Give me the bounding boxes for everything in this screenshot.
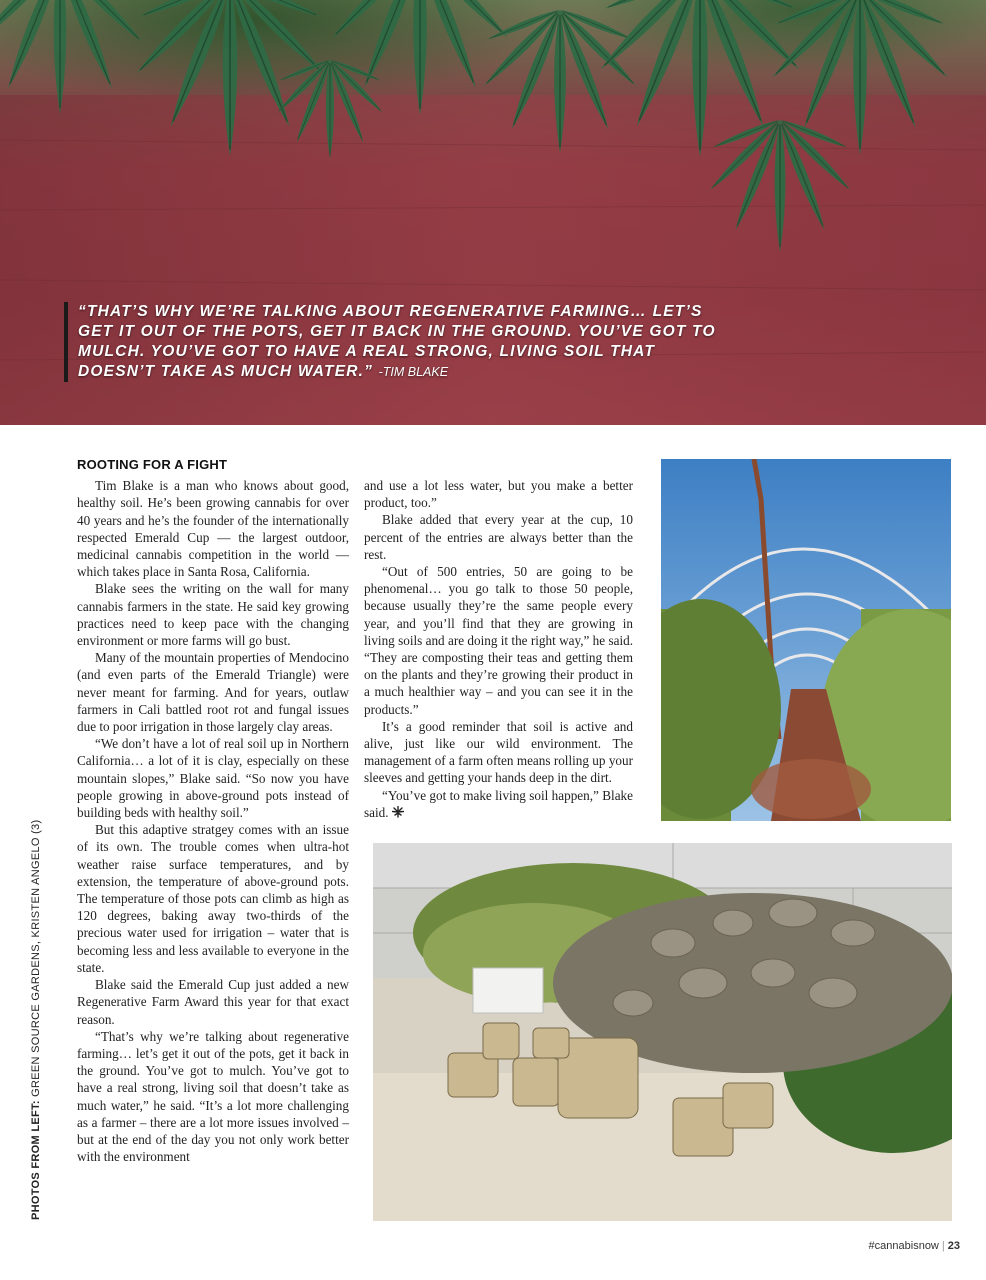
paragraph: “We don’t have a lot of real soil up in Northern California… a lot of it is clay, especially on these mountain slopes,” Blake said. “So now you have people growing in above-ground pots instead of building beds with healthy soil.” [77,736,349,821]
greenhouse-photo [661,459,951,821]
paragraph: Many of the mountain properties of Mendocino (and even parts of the Emerald Triangle) were never meant for farming. And for years, outlaw farmers in Cali battled root rot and fungal issues due to poor irrigation in those largely clay areas. [77,650,349,735]
paragraph: Blake added that every year at the cup, 10 percent of the entries are always better than the rest. [364,512,633,562]
paragraph: “That’s why we’re talking about regenerative farming… let’s get it out of the pots, get it back in the ground. You’ve got to mulch. You’ve got to have a real strong, living soil that doesn’t take as much water,” he said. “It’s a lot more challenging as a farmer – there are a lot more issues involved – but at the end of the day you not only work better with the environment [77,1028,349,1165]
pull-quote-text: “THAT’S WHY WE’RE TALKING ABOUT REGENERATIVE FARMING… LET’S GET IT OUT OF THE POTS, GET IT BACK IN THE GROUND. YOU’VE GOT TO MULCH. YOU’VE GOT TO HAVE A REAL STRONG, LIVING SOIL THAT DOESN’T TAKE AS MUCH WATER.” [78,303,716,380]
pull-quote-attribution: -TIM BLAKE [378,365,449,379]
paragraph: Tim Blake is a man who knows about good, healthy soil. He’s been growing cannabis for over 40 years and he’s the founder of the internationally respected Emerald Cup — the largest outdoor, medicinal cannabis competition in the world — which takes place in Santa Rosa, California. [77,478,349,580]
section-heading: ROOTING FOR A FIGHT [77,457,228,472]
photo-credit [30,820,42,1220]
footer-separator: | [941,1240,945,1252]
pots-illustration [373,843,952,1221]
photo-credit-label: PHOTOS FROM LEFT: [30,1100,42,1220]
discarded-pots-photo [373,843,952,1221]
photo-credit-text: GREEN SOURCE GARDENS, KRISTEN ANGELO (3) [30,819,42,1097]
paragraph: Blake sees the writing on the wall for many cannabis farmers in the state. He said key growing practices need to keep pace with the changing environment or more farms will go bust. [77,581,349,649]
article-column-1 [77,456,349,1165]
cannabis-leaf-icon [392,806,404,818]
greenhouse-illustration [661,459,951,821]
hero-photo [0,0,986,425]
footer-hashtag: #cannabisnow [868,1240,939,1252]
paragraph: But this adaptive stratgey comes with an issue of its own. The trouble comes when ultra-hot weather raise surface temperatures, and by extension, the temperature of above-ground pots. The temperature of those pots can climb as high as 120 degrees, baking away two-thirds of the precious water used for irrigation – water that is becoming less and less available to everyone in the state. [77,822,349,975]
paragraph-text: “You’ve got to make living soil happen,” Blake said. [364,787,633,820]
paragraph: Blake said the Emerald Cup just added a new Regenerative Farm Award this year for that exact reason. [77,977,349,1027]
article-column-2 [364,477,633,821]
page-number: 23 [947,1240,960,1252]
page-footer [869,1240,960,1252]
pull-quote [64,302,718,382]
paragraph: It’s a good reminder that soil is active and alive, just like our wild environment. The management of a farm often means rolling up your sleeves and getting your hands deep in the dirt. [364,718,633,786]
paragraph-final [364,787,633,821]
paragraph: “Out of 500 entries, 50 are going to be phenomenal… you go talk to those 50 people, because usually they’re the same people every year, and you’ll find that they are growing in living soils and are doing it the right way,” he said. “They are composting their teas and getting them on the plants and they’re growing their product in a much healthier way – and you can see it in the products.” [364,564,633,717]
paragraph: and use a lot less water, but you make a better product, too.” [364,478,633,511]
